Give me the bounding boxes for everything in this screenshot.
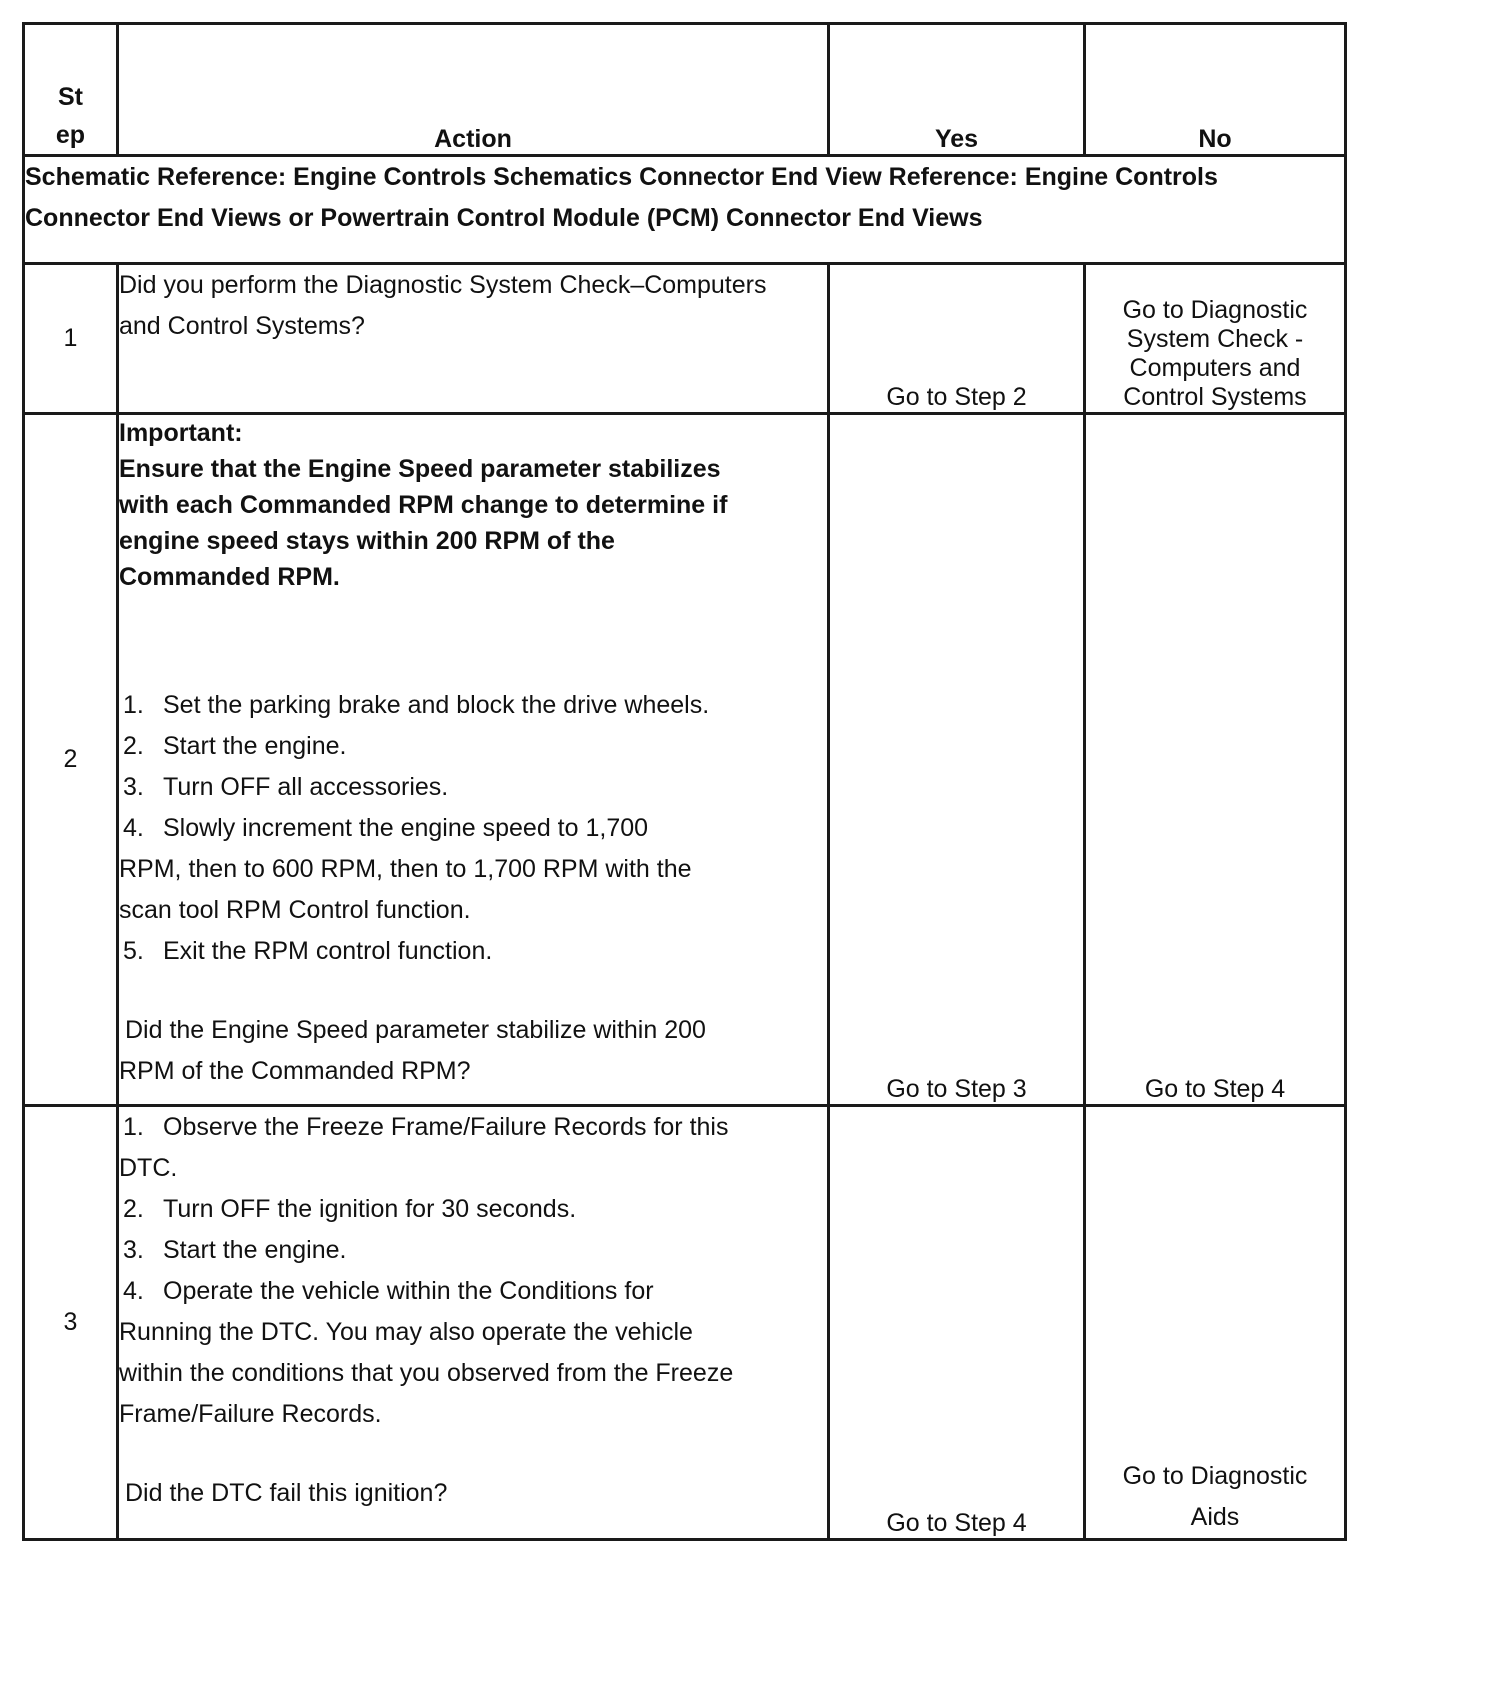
question: Did the Engine Speed parameter stabilize within 200 RPM of the Commanded RPM? (119, 1016, 706, 1085)
action-header: Action (118, 24, 829, 156)
list-item: 1. Set the parking brake and block the drive wheels. (123, 691, 710, 719)
list-item: 1. Observe the Freeze Frame/Failure Records for this DTC. (119, 1113, 729, 1182)
question: Did the DTC fail this ignition? (125, 1479, 448, 1507)
schematic-reference: Schematic Reference: Engine Controls Schematics Connector End View Reference: Engine Controls Connector End Views or Powertrain Control Module (PCM) Connector End Views (24, 156, 1346, 264)
yes-header: Yes (829, 24, 1085, 156)
list-item: 3. Turn OFF all accessories. (123, 773, 449, 801)
important-note: Important: Ensure that the Engine Speed parameter stabilizes with each Commanded RPM change to determine if engine speed stays within 200 RPM of the Commanded RPM. (119, 419, 728, 591)
no-cell: Go to Step 4 (1085, 414, 1346, 1106)
diagnostic-table (22, 22, 1347, 1541)
list-item: 3. Start the engine. (123, 1236, 347, 1264)
action-cell (118, 414, 829, 1106)
header-row (24, 24, 1346, 156)
yes-cell: Go to Step 3 (829, 414, 1085, 1106)
list-item: 2. Turn OFF the ignition for 30 seconds. (123, 1195, 577, 1223)
table-row (24, 264, 1346, 414)
no-header: No (1085, 24, 1346, 156)
yes-cell: Go to Step 4 (829, 1106, 1085, 1540)
no-cell: Go to Diagnostic Aids (1085, 1106, 1346, 1540)
list-item: 5. Exit the RPM control function. (123, 937, 493, 965)
action-cell: Did you perform the Diagnostic System Check–Computers and Control Systems? (118, 264, 829, 414)
step-number: 2 (24, 414, 118, 1106)
table-row (24, 414, 1346, 1106)
procedure-steps (119, 1107, 827, 1435)
reference-row (24, 156, 1346, 264)
procedure-steps (119, 685, 827, 972)
step-number: 1 (24, 264, 118, 414)
step-number: 3 (24, 1106, 118, 1540)
list-item: 4. Slowly increment the engine speed to 1,700 RPM, then to 600 RPM, then to 1,700 RPM with the scan tool RPM Control function. (119, 814, 692, 924)
action-cell (118, 1106, 829, 1540)
no-cell: Go to Diagnostic System Check - Computers and Control Systems (1085, 264, 1346, 414)
step-header: St ep (24, 24, 118, 156)
list-item: 4. Operate the vehicle within the Conditions for Running the DTC. You may also operate the vehicle within the conditions that you observed from the Freeze Frame/Failure Records. (119, 1277, 734, 1428)
table-row (24, 1106, 1346, 1540)
yes-cell: Go to Step 2 (829, 264, 1085, 414)
list-item: 2. Start the engine. (123, 732, 347, 760)
